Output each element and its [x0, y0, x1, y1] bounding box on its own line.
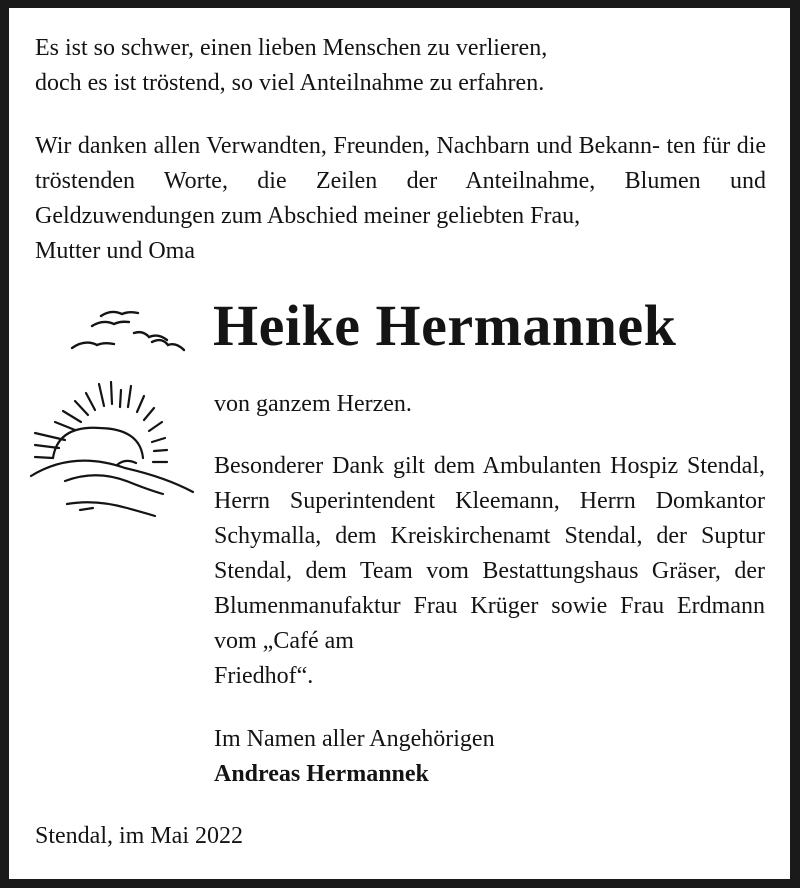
special-thanks-line-2: Stendal, Herrn Superintendent Kleemann, Herrn	[214, 453, 766, 514]
intro-line-2: doch es ist tröstend, so viel Anteilnahme zu erfahren.	[35, 70, 545, 96]
special-thanks-line-6: Frau Krüger sowie Frau Erdmann vom „Café am	[214, 593, 765, 654]
signature-prefix: Im Namen aller Angehörigen	[214, 726, 495, 752]
thanks-line-4: Mutter und Oma	[35, 238, 195, 264]
thanks-line-2: ten für die tröstenden Worte, die Zeilen der Anteilnahme, Blumen	[35, 133, 767, 194]
signature-name: Andreas Hermannek	[214, 761, 429, 787]
heart-line: von ganzem Herzen.	[214, 391, 412, 417]
special-thanks-line-5: Bestattungshaus Gräser, der Blumenmanufaktur	[214, 558, 766, 619]
thanks-line-3: und Geldzuwendungen zum Abschied meiner geliebten Frau,	[35, 168, 766, 229]
special-thanks-line-1: Besonderer Dank gilt dem Ambulanten Hospiz	[214, 453, 679, 479]
special-thanks-line-3: Domkantor Schymalla, dem Kreiskirchenamt	[214, 488, 765, 549]
thanks-paragraph	[35, 129, 766, 269]
special-thanks-paragraph	[214, 449, 765, 694]
birds-icon	[72, 312, 184, 350]
birds-sunset-illustration	[25, 300, 200, 525]
thanks-line-1: Wir danken allen Verwandten, Freunden, Nachbarn und Bekann-	[35, 133, 660, 159]
intro-paragraph	[35, 31, 755, 101]
sunset-icon	[31, 382, 193, 516]
place-date: Stendal, im Mai 2022	[35, 823, 243, 849]
intro-line-1: Es ist so schwer, einen lieben Menschen zu verlieren,	[35, 35, 548, 61]
special-thanks-line-7: Friedhof“.	[214, 663, 314, 689]
special-thanks-line-4: Stendal, der Suptur Stendal, dem Team vom	[214, 523, 766, 584]
deceased-name: Heike Hermannek	[213, 293, 677, 358]
